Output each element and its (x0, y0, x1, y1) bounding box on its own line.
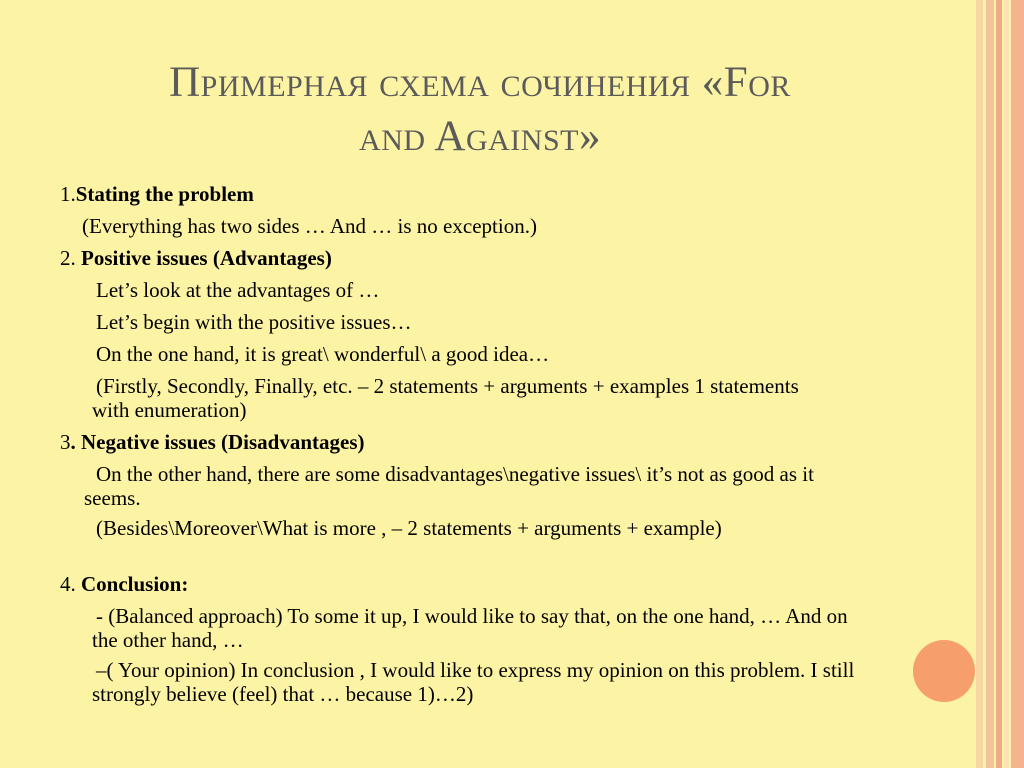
decorative-stripe (1004, 0, 1009, 768)
decorative-stripe (1011, 0, 1024, 768)
section-heading-4 (60, 572, 188, 596)
decorative-stripe (976, 0, 983, 768)
body-line: (Everything has two sides … And … is no exception.) (82, 214, 537, 238)
body-paragraph: (Besides\Moreover\What is more , – 2 statements + arguments + example) (96, 516, 722, 540)
body-line: On the one hand, it is great\ wonderful\ a good idea… (96, 342, 550, 366)
decorative-stripe (986, 0, 994, 768)
section-number: 4. (60, 572, 81, 596)
body-line: Let’s look at the advantages of … (96, 278, 380, 302)
decorative-circle (913, 640, 975, 702)
slide-title (60, 56, 900, 164)
body-paragraph: - (Balanced approach) To some it up, I would like to say that, on the one hand, … And on the other hand, … (92, 604, 848, 652)
title-line-2: and Against» (359, 113, 601, 160)
body-paragraph: On the other hand, there are some disadvantages\negative issues\ it’s not as good as it seems. (84, 462, 814, 510)
section-heading-2 (60, 246, 332, 270)
section-heading-text: Stating the problem (75, 182, 254, 206)
section-heading-3 (60, 430, 365, 454)
body-paragraph: –( Your opinion) In conclusion , I would like to express my opinion on this problem. I still strongly believe (feel) that … because 1)…2) (92, 658, 855, 706)
section-number: 3 (60, 430, 71, 454)
section-heading-text: Positive issues (Advantages) (81, 246, 332, 270)
body-paragraph: (Firstly, Secondly, Finally, etc. – 2 statements + arguments + examples 1 statements with enumeration) (92, 374, 799, 422)
section-number: 1. (60, 182, 76, 206)
section-heading-1 (60, 182, 254, 206)
decorative-stripe (996, 0, 1002, 768)
section-heading-text: . Negative issues (Disadvantages) (70, 430, 365, 454)
body-line: Let’s begin with the positive issues… (96, 310, 412, 334)
title-line-1: Примерная схема сочинения «For (169, 59, 791, 106)
section-number: 2. (60, 246, 81, 270)
section-heading-text: Conclusion: (81, 572, 189, 596)
